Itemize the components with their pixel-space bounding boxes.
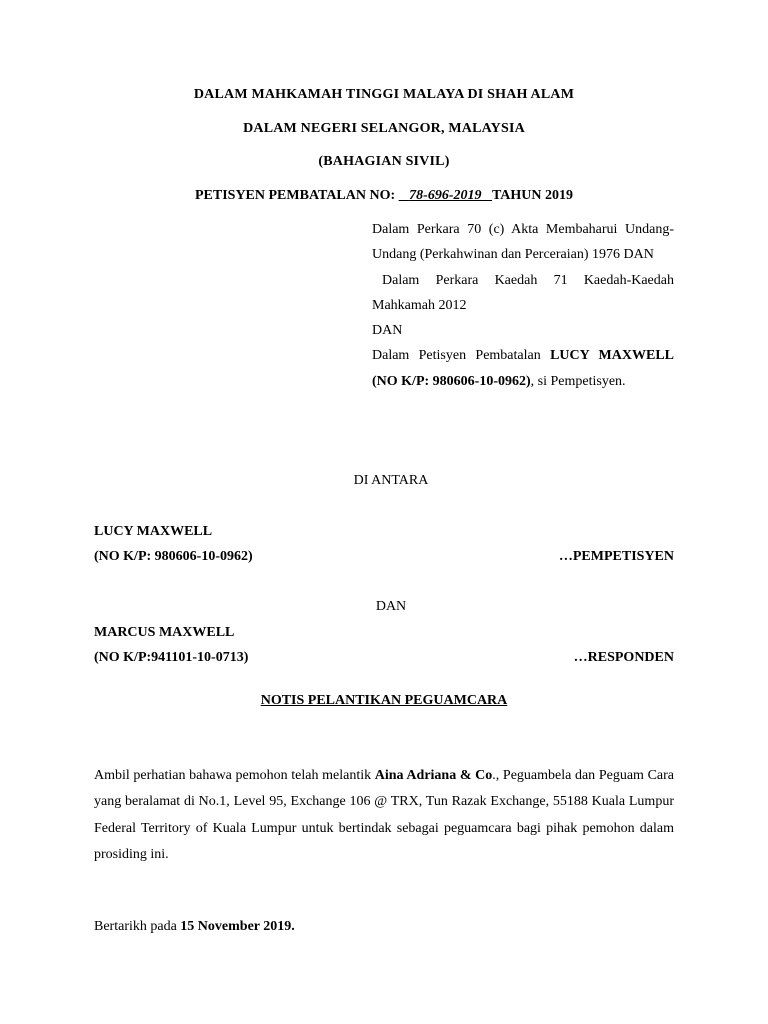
petitioner-name: LUCY MAXWELL — [94, 524, 213, 539]
notice-title: NOTIS PELANTIKAN PEGUAMCARA — [260, 693, 508, 708]
notice-body: Ambil perhatian bahawa pemohon telah melantik Aina Adriana & Co., Peguambela dan Peguam Cara yang beralamat di No.1, Level 95, Exchange 106 @ TRX, Tun Razak Exchange, 55188 Kuala Lumpur Federal Territory of Kuala Lumpur untuk bertindak sebagai peguamcara bagi pihak pemohon dalam prosiding ini. — [94, 768, 674, 862]
between-label: DI ANTARA — [353, 473, 429, 488]
petitioner-id: (NO K/P: 980606-10-0962) — [94, 549, 253, 564]
law-firm-name: Aina Adriana & Co — [374, 768, 493, 783]
dated-line — [94, 919, 295, 935]
division-heading: (BAHAGIAN SIVIL) — [318, 154, 450, 169]
matter-1: Dalam Perkara 70 (c) Akta Membaharui Undang-Undang (Perkahwinan dan Perceraian) 1976 DAN — [372, 222, 674, 263]
respondent-id: (NO K/P:941101-10-0713) — [94, 650, 249, 665]
petition-number: 78-696-2019 — [409, 188, 482, 203]
respondent-name: MARCUS MAXWELL — [94, 625, 235, 640]
petitioner-id-line — [94, 549, 674, 565]
petition-prefix: PETISYEN PEMBATALAN NO: — [194, 188, 396, 203]
court-heading: DALAM MAHKAMAH TINGGI MALAYA DI SHAH ALAM — [193, 87, 575, 102]
respondent-role: …RESPONDEN — [573, 650, 674, 665]
petitioner-role: …PEMPETISYEN — [558, 549, 674, 564]
matter-3-party: LUCY MAXWELL (NO K/P: 980606-10-0962) — [372, 348, 674, 389]
petition-year: TAHUN 2019 — [491, 188, 574, 203]
matter-connector: DAN — [372, 323, 403, 339]
state-heading: DALAM NEGERI SELANGOR, MALAYSIA — [243, 121, 525, 136]
dated-label: Bertarikh pada — [94, 919, 177, 934]
respondent-id-line — [94, 650, 674, 666]
and-label: DAN — [375, 599, 407, 614]
matter-2: Dalam Perkara Kaedah 71 Kaedah-Kaedah Mahkamah 2012 — [372, 272, 674, 313]
petition-number-line — [0, 188, 768, 204]
dated-date: 15 November 2019. — [180, 919, 295, 934]
matter-3: Dalam Petisyen Pembatalan LUCY MAXWELL (NO K/P: 980606-10-0962), si Pempetisyen. — [372, 348, 674, 389]
matter-block — [372, 217, 674, 394]
